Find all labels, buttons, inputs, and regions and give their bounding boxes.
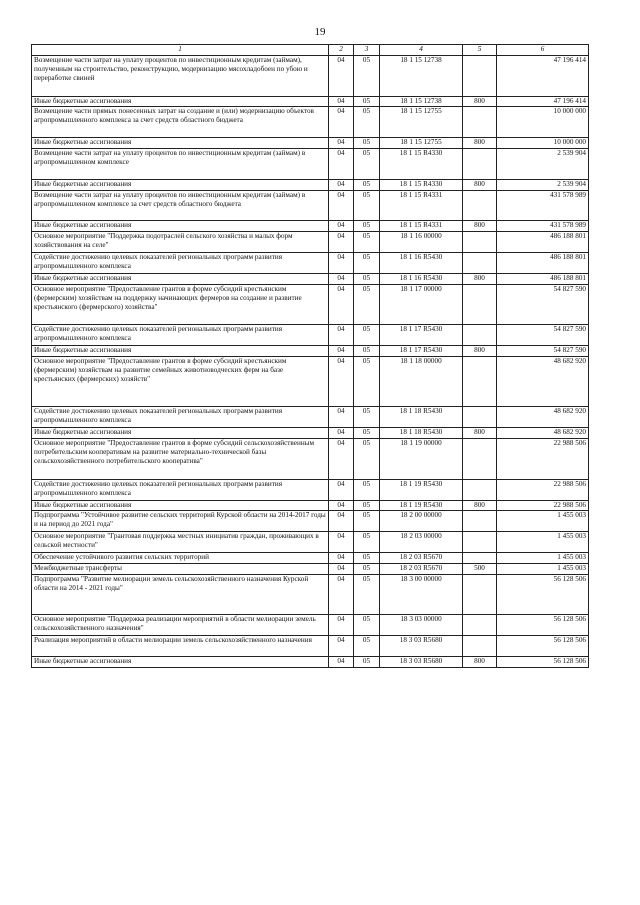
cell-rz: 04 [329,479,354,500]
cell-csr: 18 1 17 R5430 [380,346,463,357]
cell-pr: 05 [354,284,380,325]
cell-pr: 05 [354,346,380,357]
cell-rz: 04 [329,428,354,439]
cell-vr [463,56,497,97]
cell-sum: 22 988 506 [497,500,589,511]
cell-csr: 18 1 16 R5430 [380,253,463,274]
cell-vr [463,407,497,428]
cell-csr: 18 1 15 12738 [380,96,463,107]
cell-csr: 18 1 16 R5430 [380,273,463,284]
cell-pr: 05 [354,96,380,107]
cell-pr: 05 [354,356,380,407]
table-row [32,232,589,253]
cell-rz: 04 [329,407,354,428]
cell-name: Содействие достижению целевых показателей региональных программ развития агропромышленного комплекса [32,253,329,274]
cell-name: Основное мероприятие "Поддержка подотраслей сельского хозяйства и малых форм хозяйствования на селе" [32,232,329,253]
cell-pr: 05 [354,511,380,532]
table-row [32,574,589,615]
table-row [32,56,589,97]
cell-pr: 05 [354,325,380,346]
cell-vr: 800 [463,221,497,232]
cell-csr: 18 1 18 R5430 [380,407,463,428]
cell-csr: 18 1 15 R4331 [380,221,463,232]
table-row [32,149,589,180]
table-row [32,615,589,636]
table-row [32,190,589,221]
cell-rz: 04 [329,273,354,284]
cell-csr: 18 1 15 12738 [380,56,463,97]
cell-pr: 05 [354,479,380,500]
cell-vr: 800 [463,179,497,190]
cell-sum: 56 128 506 [497,574,589,615]
cell-csr: 18 1 19 R5430 [380,479,463,500]
cell-csr: 18 1 15 12755 [380,107,463,138]
cell-rz: 04 [329,574,354,615]
cell-rz: 04 [329,284,354,325]
table-row [32,657,589,668]
cell-rz: 04 [329,56,354,97]
cell-name: Реализация мероприятий в области мелиорации земель сельскохозяйственного назначения [32,636,329,657]
cell-rz: 04 [329,179,354,190]
table-row [32,511,589,532]
table-row [32,500,589,511]
page-number: 19 [314,26,326,38]
cell-sum: 2 539 904 [497,149,589,180]
cell-rz: 04 [329,138,354,149]
cell-vr [463,149,497,180]
cell-rz: 04 [329,149,354,180]
cell-pr: 05 [354,439,380,480]
cell-csr: 18 1 18 00000 [380,356,463,407]
cell-name: Подпрограмма "Развитие мелиорации земель сельскохозяйственного назначения Курской области на 2014 - 2021 годы" [32,574,329,615]
col-header-pr: 3 [354,45,380,56]
cell-csr: 18 1 15 R4331 [380,190,463,221]
cell-vr: 800 [463,657,497,668]
cell-sum: 1 455 003 [497,563,589,574]
cell-sum: 48 682 920 [497,407,589,428]
cell-vr [463,511,497,532]
cell-sum: 486 188 801 [497,273,589,284]
cell-sum: 47 196 414 [497,96,589,107]
cell-name: Иные бюджетные ассигнования [32,221,329,232]
cell-pr: 05 [354,273,380,284]
cell-vr [463,284,497,325]
cell-vr [463,636,497,657]
cell-name: Возмещение части затрат на уплату процентов по инвестиционным кредитам (займам) в агропромышленном комплексе за счет средств областного бюджета [32,190,329,221]
cell-pr: 05 [354,615,380,636]
cell-pr: 05 [354,407,380,428]
cell-vr [463,479,497,500]
table-row [32,563,589,574]
cell-csr: 18 3 00 00000 [380,574,463,615]
cell-vr: 800 [463,346,497,357]
cell-csr: 18 1 19 00000 [380,439,463,480]
cell-sum: 486 188 801 [497,253,589,274]
table-row [32,439,589,480]
cell-pr: 05 [354,179,380,190]
cell-sum: 1 455 003 [497,532,589,553]
cell-sum: 54 827 590 [497,346,589,357]
cell-vr [463,574,497,615]
cell-sum: 56 128 506 [497,657,589,668]
cell-csr: 18 1 17 00000 [380,284,463,325]
cell-sum: 2 539 904 [497,179,589,190]
table-row [32,346,589,357]
cell-pr: 05 [354,232,380,253]
cell-csr: 18 1 15 R4330 [380,149,463,180]
cell-vr [463,325,497,346]
cell-sum: 54 827 590 [497,325,589,346]
table-row [32,273,589,284]
cell-pr: 05 [354,221,380,232]
cell-name: Иные бюджетные ассигнования [32,138,329,149]
cell-csr: 18 2 03 R5670 [380,553,463,564]
table-row [32,96,589,107]
col-header-csr: 4 [380,45,463,56]
table-row [32,253,589,274]
cell-csr: 18 2 00 00000 [380,511,463,532]
cell-name: Межбюджетные трансферты [32,563,329,574]
cell-csr: 18 3 03 R5680 [380,636,463,657]
table-row [32,532,589,553]
cell-pr: 05 [354,56,380,97]
cell-sum: 47 196 414 [497,56,589,97]
cell-sum: 1 455 003 [497,511,589,532]
cell-vr [463,439,497,480]
table-row [32,284,589,325]
cell-name: Иные бюджетные ассигнования [32,657,329,668]
cell-sum: 431 578 989 [497,221,589,232]
table-row [32,325,589,346]
cell-rz: 04 [329,553,354,564]
cell-pr: 05 [354,149,380,180]
cell-sum: 431 578 989 [497,190,589,221]
cell-sum: 22 988 506 [497,439,589,480]
table-row [32,107,589,138]
header-row [32,45,589,56]
cell-sum: 54 827 590 [497,284,589,325]
cell-name: Основное мероприятие "Предоставление грантов в форме субсидий сельскохозяйственным потребительским кооперативам на развитие материально-технической базы сельскохозяйственного потребительского кооператива" [32,439,329,480]
cell-csr: 18 1 18 R5430 [380,428,463,439]
cell-rz: 04 [329,356,354,407]
cell-name: Иные бюджетные ассигнования [32,428,329,439]
cell-sum: 486 188 801 [497,232,589,253]
cell-pr: 05 [354,553,380,564]
cell-name: Основное мероприятие "Предоставление грантов в форме субсидий крестьянским (фермерским) хозяйствам на поддержку начинающих фермеров на создание и развитие крестьянского (фермерского) хозяйства" [32,284,329,325]
budget-table [31,44,589,668]
cell-sum: 56 128 506 [497,615,589,636]
cell-rz: 04 [329,325,354,346]
cell-pr: 05 [354,657,380,668]
col-header-rz: 2 [329,45,354,56]
cell-csr: 18 3 03 R5680 [380,657,463,668]
cell-csr: 18 1 16 00000 [380,232,463,253]
cell-vr [463,232,497,253]
table-row [32,479,589,500]
cell-csr: 18 2 03 00000 [380,532,463,553]
cell-vr: 800 [463,273,497,284]
table-row [32,356,589,407]
cell-rz: 04 [329,253,354,274]
cell-name: Иные бюджетные ассигнования [32,346,329,357]
cell-rz: 04 [329,500,354,511]
table-row [32,407,589,428]
table-row [32,428,589,439]
cell-pr: 05 [354,636,380,657]
table-row [32,138,589,149]
cell-vr [463,532,497,553]
col-header-sum: 6 [497,45,589,56]
cell-pr: 05 [354,107,380,138]
cell-pr: 05 [354,190,380,221]
cell-rz: 04 [329,232,354,253]
cell-name: Основное мероприятие "Предоставление грантов в форме субсидий крестьянским (фермерским) хозяйствам на развитие семейных животноводческих ферм на базе крестьянских (фермерских) хозяйств" [32,356,329,407]
cell-vr: 800 [463,428,497,439]
cell-name: Иные бюджетные ассигнования [32,273,329,284]
cell-name: Возмещение части затрат на уплату процентов по инвестиционным кредитам (займам) в агропромышленном комплексе [32,149,329,180]
cell-vr: 800 [463,138,497,149]
cell-sum: 48 682 920 [497,428,589,439]
cell-vr [463,356,497,407]
cell-name: Обеспечение устойчивого развития сельских территорий [32,553,329,564]
cell-csr: 18 1 15 R4330 [380,179,463,190]
cell-pr: 05 [354,500,380,511]
cell-name: Иные бюджетные ассигнования [32,179,329,190]
cell-name: Иные бюджетные ассигнования [32,500,329,511]
cell-csr: 18 1 19 R5430 [380,500,463,511]
cell-name: Основное мероприятие "Поддержка реализации мероприятий в области мелиорации земель сельскохозяйственного назначения" [32,615,329,636]
table-row [32,221,589,232]
cell-rz: 04 [329,615,354,636]
cell-rz: 04 [329,657,354,668]
cell-pr: 05 [354,428,380,439]
cell-vr [463,253,497,274]
cell-name: Возмещение части затрат на уплату процентов по инвестиционным кредитам (займам), полученным на строительство, реконструкцию, модернизацию мясохладобоен по убою и переработке свиней [32,56,329,97]
table-row [32,553,589,564]
cell-pr: 05 [354,138,380,149]
cell-vr [463,107,497,138]
cell-rz: 04 [329,346,354,357]
cell-name: Содействие достижению целевых показателей региональных программ развития агропромышленного комплекса [32,479,329,500]
cell-pr: 05 [354,253,380,274]
cell-name: Содействие достижению целевых показателей региональных программ развития агропромышленного комплекса [32,325,329,346]
cell-pr: 05 [354,563,380,574]
cell-vr: 800 [463,500,497,511]
cell-rz: 04 [329,532,354,553]
cell-name: Основное мероприятие "Грантовая поддержка местных инициатив граждан, проживающих в сельской местности" [32,532,329,553]
cell-vr [463,615,497,636]
cell-csr: 18 2 03 R5670 [380,563,463,574]
table-row [32,636,589,657]
cell-pr: 05 [354,532,380,553]
cell-name: Содействие достижению целевых показателей региональных программ развития агропромышленного комплекса [32,407,329,428]
cell-pr: 05 [354,574,380,615]
cell-csr: 18 1 17 R5430 [380,325,463,346]
cell-rz: 04 [329,636,354,657]
table-body [32,56,589,668]
cell-rz: 04 [329,190,354,221]
cell-sum: 10 000 000 [497,107,589,138]
cell-rz: 04 [329,96,354,107]
cell-rz: 04 [329,511,354,532]
cell-csr: 18 1 15 12755 [380,138,463,149]
cell-rz: 04 [329,439,354,480]
cell-sum: 22 988 506 [497,479,589,500]
cell-vr [463,553,497,564]
col-header-name: 1 [32,45,329,56]
cell-rz: 04 [329,221,354,232]
cell-sum: 1 455 003 [497,553,589,564]
cell-name: Иные бюджетные ассигнования [32,96,329,107]
cell-vr: 800 [463,96,497,107]
table-row [32,179,589,190]
cell-sum: 10 000 000 [497,138,589,149]
cell-name: Подпрограмма "Устойчивое развитие сельских территорий Курской области на 2014-2017 годы и на период до 2021 года" [32,511,329,532]
cell-csr: 18 3 03 00000 [380,615,463,636]
col-header-vr: 5 [463,45,497,56]
cell-rz: 04 [329,107,354,138]
cell-sum: 56 128 506 [497,636,589,657]
cell-vr: 500 [463,563,497,574]
cell-rz: 04 [329,563,354,574]
cell-sum: 48 682 920 [497,356,589,407]
cell-vr [463,190,497,221]
cell-name: Возмещение части прямых понесенных затрат на создание и (или) модернизацию объектов агропромышленного комплекса за счет средств областного бюджета [32,107,329,138]
